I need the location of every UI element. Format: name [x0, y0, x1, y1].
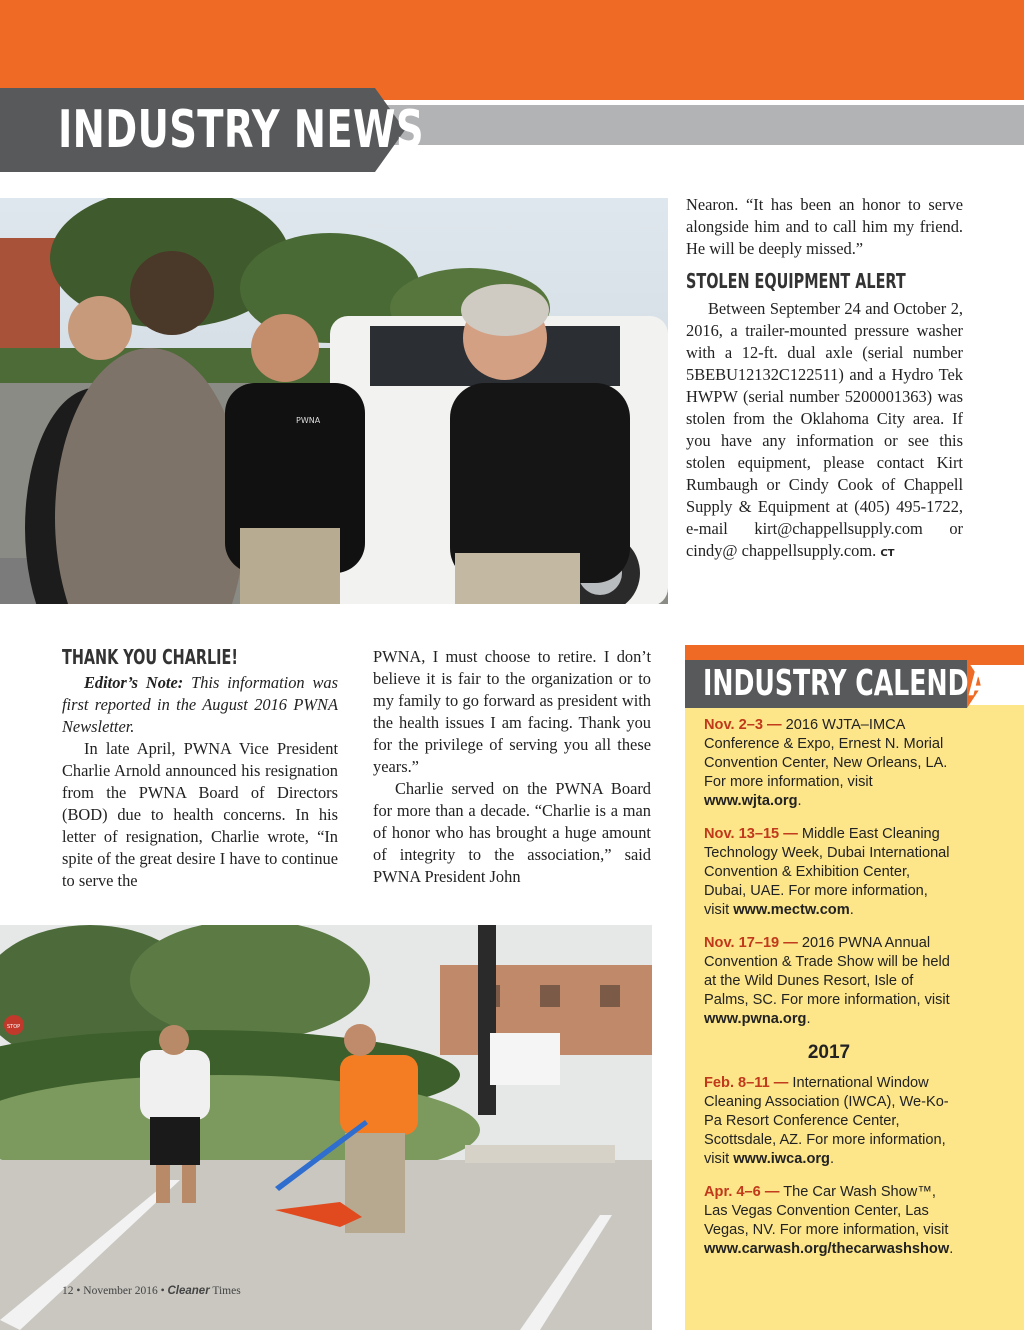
calendar-event: Nov. 2–3 — 2016 WJTA–IMCA Conference & Expo, Ernest N. Morial Convention Center, New Orleans, LA. For more information, visit www.wjta.org. [704, 717, 948, 809]
page-footer: 12 • November 2016 • Cleaner Times [62, 1285, 241, 1297]
event-link[interactable]: www.wjta.org [704, 793, 798, 809]
stolen-alert-body: Between September 24 and October 2, 2016, a trailer-mounted pressure washer with a 12-ft. dual axle (serial number 5BEBU12132C122511) and a Hydro Tek HWPW (serial number 5200001363) was stolen from the Oklahoma City area. If you have any information or see this stolen equipment, please contact Kirt Rumbaugh or Cindy Cook of Chappell Supply & Equipment at (405) 495-1722, e-mail kirt@chappellsupply.com or cindy@ chappellsupply.com. [686, 299, 963, 560]
stop-sign-text: STOP [7, 1024, 21, 1030]
calendar-event: Apr. 4–6 — The Car Wash Show™, Las Vegas Convention Center, Las Vegas, NV. For more information, visit www.carwash.org/thecarwashshow. [704, 1184, 954, 1257]
top-orange-band [0, 0, 1024, 100]
page-number: 12 [62, 1285, 74, 1297]
article-paragraph-1: In late April, PWNA Vice President Charlie Arnold announced his resignation from the PWNA Board of Directors (BOD) due to health concerns. In his letter of resignation, Charlie wrote, “In spite of the great desire I have to continue to serve the [62, 739, 338, 890]
shirt-logo-text: PWNA [296, 416, 321, 425]
end-mark: CT [880, 548, 895, 559]
calendar-list [704, 716, 954, 1273]
editor-note-label: Editor’s Note: [84, 673, 184, 692]
event-link[interactable]: www.mectw.com [733, 902, 850, 918]
article-column-1 [62, 644, 338, 892]
article-continuation: Nearon. “It has been an honor to serve alongside him and to call him my friend. He will be deeply missed.” [686, 195, 963, 258]
article-paragraph-1-continued: PWNA, I must choose to retire. I don’t believe it is fair to the organization or to my family to go forward as president with the health issues I am facing. Thank you for the privilege of serving you all these years.” [373, 647, 651, 776]
section-title: INDUSTRY NEWS [58, 100, 424, 160]
photo-board-members [0, 198, 668, 604]
article-column-2 [373, 646, 651, 888]
article-heading: THANK YOU CHARLIE! [62, 645, 238, 669]
stolen-alert-heading: STOLEN EQUIPMENT ALERT [686, 269, 906, 293]
calendar-event: Feb. 8–11 — International Window Cleaning Association (IWCA), We-Ko-Pa Resort Conference Center, Scottsdale, AZ. For more information, visit www.iwca.org. [704, 1075, 949, 1167]
event-link[interactable]: www.carwash.org/thecarwashshow [704, 1241, 950, 1257]
event-link[interactable]: www.iwca.org [733, 1151, 830, 1167]
article-paragraph-2: Charlie served on the PWNA Board for more than a decade. “Charlie is a man of honor who has brought a huge amount of integrity to the association,” said PWNA President John [373, 779, 651, 886]
photo-equipment-demo [0, 925, 652, 1330]
editor-note: This information was first reported in the August 2016 PWNA Newsletter. [62, 673, 338, 736]
magazine-brand: Cleaner [167, 1285, 210, 1297]
calendar-title: INDUSTRY CALENDAR [703, 663, 1008, 704]
article-continuation-column [686, 194, 963, 565]
issue-date: November 2016 [83, 1285, 158, 1297]
magazine-brand-rest: Times [209, 1285, 241, 1297]
calendar-event: Nov. 13–15 — Middle East Cleaning Technology Week, Dubai International Convention & Exhibition Center, Dubai, UAE. For more information, visit www.mectw.com. [704, 826, 950, 918]
calendar-year-heading: 2017 [807, 1042, 851, 1063]
calendar-event: Nov. 17–19 — 2016 PWNA Annual Convention & Trade Show will be held at the Wild Dunes Resort, Isle of Palms, SC. For more information, visit www.pwna.org. [704, 935, 950, 1027]
event-link[interactable]: www.pwna.org [704, 1011, 807, 1027]
